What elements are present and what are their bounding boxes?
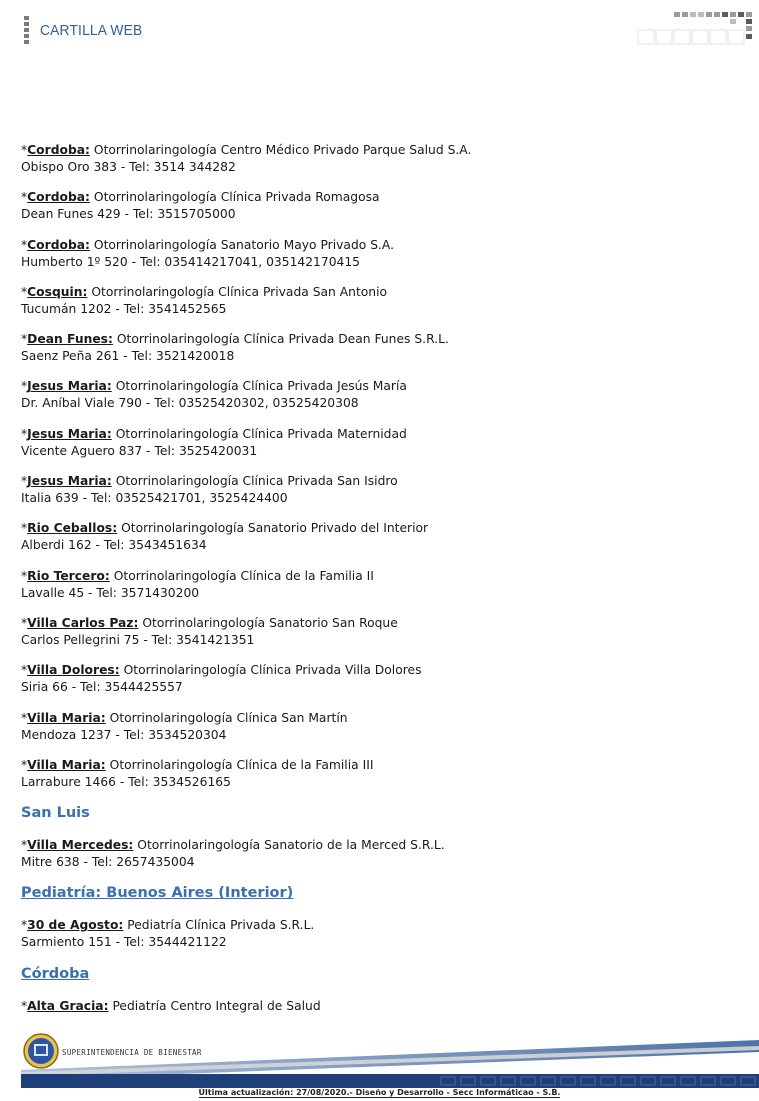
entry-line: *Cordoba: Otorrinolaringología Sanatorio Mayo Privado S.A. xyxy=(21,237,395,252)
entry-city: Cordoba: xyxy=(27,143,90,157)
entry-description: Otorrinolaringología Clínica Privada Romagosa xyxy=(93,190,380,205)
entry-city: Villa Carlos Paz: xyxy=(27,615,139,630)
entry-address: Sarmiento 151 - Tel: 3544421122 xyxy=(21,935,227,950)
list-item xyxy=(21,378,741,412)
entry-line: *Villa Maria: Otorrinolaringología Clínica de la Familia III xyxy=(21,757,374,772)
entry-line: *Villa Dolores: Otorrinolaringología Clínica Privada Villa Dolores xyxy=(21,663,422,678)
entry-address: Siria 66 - Tel: 3544425557 xyxy=(21,680,183,695)
entry-city: Rio Tercero: xyxy=(27,568,110,583)
list-item xyxy=(21,237,741,271)
entry-address: Tucumán 1202 - Tel: 3541452565 xyxy=(21,301,227,316)
seal-icon xyxy=(24,1034,58,1068)
entry-address: Dean Funes 429 - Tel: 3515705000 xyxy=(21,207,236,222)
section-cordoba[interactable]: Córdoba xyxy=(21,965,90,982)
entry-line: *Villa Carlos Paz: Otorrinolaringología Sanatorio San Roque xyxy=(21,615,398,630)
entry-line: *Jesus Maria: Otorrinolaringología Clínica Privada Maternidad xyxy=(21,426,407,441)
entry-description: Otorrinolaringología Clínica Privada Dean Funes S.R.L. xyxy=(116,332,449,347)
entries-cordoba-pediatria xyxy=(21,998,741,1015)
entry-city: Villa Maria: xyxy=(27,757,106,772)
entry-address: Larrabure 1466 - Tel: 3534526165 xyxy=(21,774,231,789)
list-item xyxy=(21,917,741,951)
entry-city: Jesus Maria: xyxy=(27,379,112,394)
entry-address: Lavalle 45 - Tel: 3571430200 xyxy=(21,585,200,600)
footer-credit-text: Última actualización: 27/08/2020.- Diseño y Desarrollo - Secc Informáticao - S.B. xyxy=(198,1088,561,1097)
list-item xyxy=(21,757,741,791)
entry-city: Alta Gracia: xyxy=(27,998,109,1013)
entry-line: *30 de Agosto: Pediatría Clínica Privada S.R.L. xyxy=(21,918,315,933)
footer-credit xyxy=(0,1088,759,1097)
header-grid-decoration xyxy=(634,10,759,50)
entry-line: *Cordoba: Otorrinolaringología Centro Médico Privado Parque Salud S.A. xyxy=(21,143,472,157)
entry-address: Mitre 638 - Tel: 2657435004 xyxy=(21,855,195,870)
list-item xyxy=(21,837,741,871)
directory-content xyxy=(21,142,741,1028)
entry-city: Jesus Maria: xyxy=(27,426,112,441)
list-item xyxy=(21,615,741,649)
entry-city: Rio Ceballos: xyxy=(27,521,118,536)
entry-line: *Villa Mercedes: Otorrinolaringología Sanatorio de la Merced S.R.L. xyxy=(21,838,445,853)
entries-san-luis xyxy=(21,837,741,871)
entries-pediatria xyxy=(21,917,741,951)
entry-line: *Jesus Maria: Otorrinolaringología Clínica Privada San Isidro xyxy=(21,474,398,489)
entries-cordoba-otorrino xyxy=(21,142,741,791)
entry-city: Jesus Maria: xyxy=(27,474,112,489)
entry-line: *Rio Tercero: Otorrinolaringología Clínica de la Familia II xyxy=(21,568,374,583)
list-item xyxy=(21,426,741,460)
entry-line: *Rio Ceballos: Otorrinolaringología Sanatorio Privado del Interior xyxy=(21,521,429,536)
entry-city: Cosquin: xyxy=(27,284,88,299)
entry-description: Otorrinolaringología Clínica Privada San Isidro xyxy=(115,474,398,489)
list-item xyxy=(21,331,741,365)
header-title: CARTILLA WEB xyxy=(40,22,143,39)
entry-line: *Villa Maria: Otorrinolaringología Clínica San Martín xyxy=(21,710,348,725)
entry-line: *Cordoba: Otorrinolaringología Clínica Privada Romagosa xyxy=(21,190,380,205)
list-item xyxy=(21,998,741,1015)
entry-city: Cordoba: xyxy=(27,237,90,252)
header-bar-icon xyxy=(24,16,29,46)
entry-description: Pediatría Centro Integral de Salud xyxy=(112,998,321,1013)
entry-description: Otorrinolaringología Sanatorio de la Merced S.R.L. xyxy=(137,838,445,853)
entry-description: Pediatría Clínica Privada S.R.L. xyxy=(127,918,315,933)
entry-description: Otorrinolaringología Sanatorio Mayo Privado S.A. xyxy=(93,237,395,252)
entry-address: Dr. Aníbal Viale 790 - Tel: 03525420302, 03525420308 xyxy=(21,396,359,411)
footer-org-name: SUPERINTENDENCIA DE BIENESTAR xyxy=(62,1048,202,1057)
entry-description: Otorrinolaringología Sanatorio San Roque xyxy=(142,615,398,630)
entry-line: *Jesus Maria: Otorrinolaringología Clínica Privada Jesús María xyxy=(21,379,407,394)
entry-address: Alberdi 162 - Tel: 3543451634 xyxy=(21,538,207,553)
list-item xyxy=(21,284,741,318)
entry-city: Villa Maria: xyxy=(27,710,106,725)
list-item xyxy=(21,520,741,554)
list-item xyxy=(21,473,741,507)
entry-address: Italia 639 - Tel: 03525421701, 3525424400 xyxy=(21,491,288,506)
entry-address: Carlos Pellegrini 75 - Tel: 3541421351 xyxy=(21,632,255,647)
list-item xyxy=(21,662,741,696)
section-san-luis[interactable]: San Luis xyxy=(21,805,90,822)
page-header xyxy=(0,0,759,60)
entry-description: Otorrinolaringología Clínica Privada Jesús María xyxy=(115,379,407,394)
entry-address: Vicente Aguero 837 - Tel: 3525420031 xyxy=(21,443,258,458)
entry-description: Otorrinolaringología Clínica Privada San Antonio xyxy=(91,284,388,299)
page-footer xyxy=(21,1030,759,1088)
entry-city: 30 de Agosto: xyxy=(27,918,124,933)
entry-description: Otorrinolaringología Clínica de la Familia III xyxy=(109,757,374,772)
entry-description: Otorrinolaringología Centro Médico Privado Parque Salud S.A. xyxy=(93,143,472,157)
entry-line: *Cosquin: Otorrinolaringología Clínica Privada San Antonio xyxy=(21,284,388,299)
entry-city: Villa Dolores: xyxy=(27,663,120,678)
list-item xyxy=(21,189,741,223)
list-item xyxy=(21,142,741,176)
list-item xyxy=(21,710,741,744)
entry-address: Humberto 1º 520 - Tel: 035414217041, 035142170415 xyxy=(21,254,360,269)
entry-description: Otorrinolaringología Clínica Privada Maternidad xyxy=(115,426,407,441)
entry-address: Obispo Oro 383 - Tel: 3514 344282 xyxy=(21,160,236,174)
entry-city: Cordoba: xyxy=(27,190,90,205)
section-pediatria-buenos-aires[interactable]: Pediatría: Buenos Aires (Interior) xyxy=(21,885,294,902)
entry-description: Otorrinolaringología Sanatorio Privado del Interior xyxy=(121,521,429,536)
entry-address: Saenz Peña 261 - Tel: 3521420018 xyxy=(21,349,235,364)
entry-description: Otorrinolaringología Clínica de la Familia II xyxy=(113,568,374,583)
list-item xyxy=(21,568,741,602)
entry-city: Dean Funes: xyxy=(27,332,113,347)
entry-city: Villa Mercedes: xyxy=(27,838,134,853)
entry-address: Mendoza 1237 - Tel: 3534520304 xyxy=(21,727,227,742)
entry-line: *Dean Funes: Otorrinolaringología Clínica Privada Dean Funes S.R.L. xyxy=(21,332,449,347)
entry-description: Otorrinolaringología Clínica San Martín xyxy=(109,710,348,725)
entry-description: Otorrinolaringología Clínica Privada Villa Dolores xyxy=(123,663,422,678)
entry-line: *Alta Gracia: Pediatría Centro Integral de Salud xyxy=(21,998,321,1013)
